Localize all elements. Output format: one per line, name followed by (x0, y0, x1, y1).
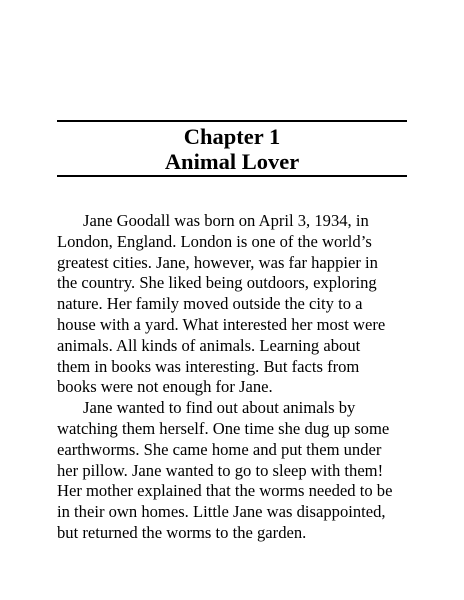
paragraph-2-line: in their own homes. Little Jane was disappointed, (57, 502, 386, 522)
paragraph-1-line: nature. Her family moved outside the city to a (57, 294, 363, 314)
chapter-title: Animal Lover (164, 149, 300, 174)
paragraph-1-line: London, England. London is one of the world’s (57, 231, 372, 251)
paragraph-2-line: but returned the worms to the garden. (57, 522, 307, 542)
paragraph-1-line: Jane Goodall was born on April 3, 1934, in (83, 211, 369, 230)
paragraph-1-line: the country. She liked being outdoors, exploring (57, 273, 377, 293)
paragraph-1-line: them in books was interesting. But facts from (57, 356, 360, 376)
chapter-heading (57, 124, 407, 174)
chapter-body (57, 211, 407, 544)
paragraph-1-line: house with a yard. What interested her most were (57, 314, 386, 334)
chapter-number: Chapter 1 (183, 124, 281, 149)
paragraph-2-line: her pillow. Jane wanted to go to sleep with them! (57, 460, 384, 480)
paragraph-2-line: watching them herself. One time she dug up some (57, 418, 390, 438)
paragraph-1-line: animals. All kinds of animals. Learning about (57, 335, 361, 355)
paragraph-1-line: books were not enough for Jane. (57, 377, 273, 397)
heading-bottom-rule (57, 175, 407, 177)
heading-top-rule (57, 120, 407, 122)
paragraph-2-line: Jane wanted to find out about animals by (83, 398, 356, 418)
paragraph-2-line: earthworms. She came home and put them under (57, 439, 382, 459)
paragraph-2-line: Her mother explained that the worms needed to be (57, 481, 393, 501)
paragraph-1-line: greatest cities. Jane, however, was far happier in (57, 252, 378, 272)
